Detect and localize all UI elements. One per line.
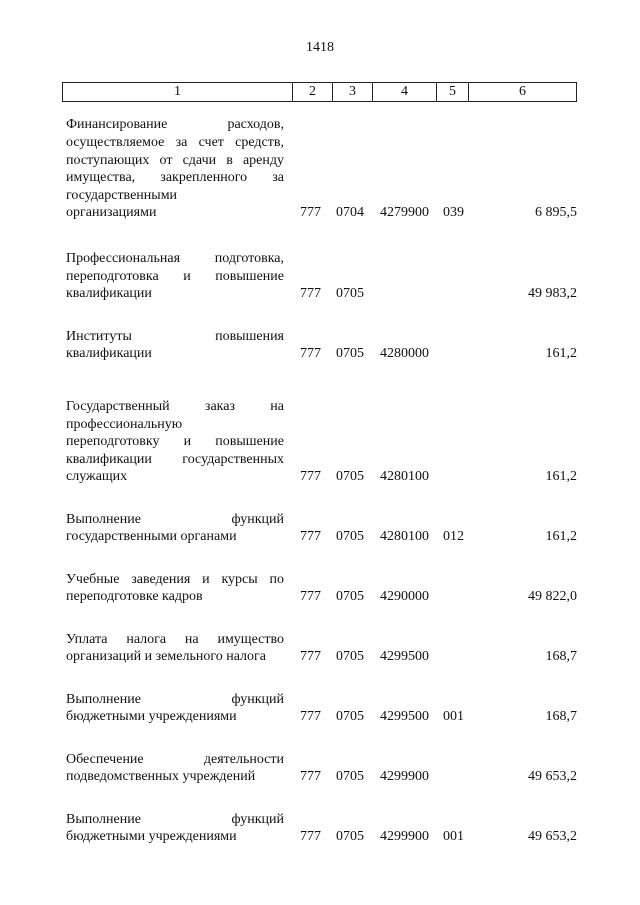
row-name-line: переподготовке кадров bbox=[66, 589, 203, 605]
table-row bbox=[0, 398, 640, 486]
row-name bbox=[66, 250, 284, 303]
row-name-line: Уплата налога на имущество bbox=[66, 631, 284, 647]
row-name-line: бюджетными учреждениями bbox=[66, 709, 237, 725]
row-name bbox=[66, 116, 284, 222]
cell-column-6: 6 895,5 bbox=[535, 205, 577, 221]
row-name-line: бюджетными учреждениями bbox=[66, 829, 237, 845]
row-name-line: имущества, закрепленного за bbox=[66, 170, 284, 186]
cell-column-3: 0705 bbox=[336, 649, 364, 665]
cell-column-6: 161,2 bbox=[545, 529, 577, 545]
row-name-line: квалификации государственных bbox=[66, 451, 284, 467]
column-header-row bbox=[63, 83, 577, 102]
cell-column-4: 4280100 bbox=[380, 469, 429, 485]
cell-column-6: 49 822,0 bbox=[528, 589, 577, 605]
row-name bbox=[66, 631, 284, 666]
cell-column-5: 039 bbox=[443, 205, 464, 221]
row-name-line: организациями bbox=[66, 205, 157, 221]
cell-column-4: 4299900 bbox=[380, 829, 429, 845]
row-name-line: подведомственных учреждений bbox=[66, 769, 256, 785]
row-name bbox=[66, 398, 284, 486]
row-name bbox=[66, 751, 284, 786]
row-name-line: Институты повышения bbox=[66, 328, 284, 344]
row-name-line: Выполнение функций bbox=[66, 811, 284, 827]
cell-column-2: 777 bbox=[300, 205, 321, 221]
row-name-line: государственными bbox=[66, 187, 178, 203]
cell-column-4: 4299900 bbox=[380, 769, 429, 785]
cell-column-2: 777 bbox=[300, 589, 321, 605]
cell-column-2: 777 bbox=[300, 529, 321, 545]
row-name bbox=[66, 691, 284, 726]
table-row bbox=[0, 116, 640, 222]
cell-column-3: 0704 bbox=[336, 205, 364, 221]
cell-column-3: 0705 bbox=[336, 529, 364, 545]
cell-column-4: 4280100 bbox=[380, 529, 429, 545]
cell-column-3: 0705 bbox=[336, 829, 364, 845]
cell-column-2: 777 bbox=[300, 469, 321, 485]
cell-column-6: 49 653,2 bbox=[528, 769, 577, 785]
row-name bbox=[66, 328, 284, 363]
row-name-line: Профессиональная подготовка, bbox=[66, 251, 284, 267]
column-header-1: 1 bbox=[63, 83, 293, 102]
column-header-2: 2 bbox=[293, 83, 333, 102]
row-name-line: квалификации bbox=[66, 346, 152, 362]
column-header-5: 5 bbox=[437, 83, 469, 102]
cell-column-6: 168,7 bbox=[545, 649, 577, 665]
column-header-6: 6 bbox=[469, 83, 577, 102]
column-header-3: 3 bbox=[333, 83, 373, 102]
row-name-line: Выполнение функций bbox=[66, 691, 284, 707]
row-name-line: государственными органами bbox=[66, 529, 237, 545]
table-row bbox=[0, 631, 640, 666]
row-name-line: Обеспечение деятельности bbox=[66, 751, 284, 767]
table-row bbox=[0, 250, 640, 303]
cell-column-6: 49 983,2 bbox=[528, 286, 577, 302]
row-name-line: служащих bbox=[66, 469, 128, 485]
cell-column-5: 001 bbox=[443, 709, 464, 725]
table-row bbox=[0, 571, 640, 606]
cell-column-2: 777 bbox=[300, 286, 321, 302]
cell-column-3: 0705 bbox=[336, 589, 364, 605]
cell-column-2: 777 bbox=[300, 709, 321, 725]
cell-column-4: 4299500 bbox=[380, 709, 429, 725]
row-name-line: квалификации bbox=[66, 286, 152, 302]
row-name-line: Государственный заказ на bbox=[66, 399, 284, 414]
cell-column-3: 0705 bbox=[336, 709, 364, 725]
table-row bbox=[0, 811, 640, 846]
cell-column-2: 777 bbox=[300, 829, 321, 845]
cell-column-5: 001 bbox=[443, 829, 464, 845]
row-name-line: поступающих от сдачи в аренду bbox=[66, 152, 284, 168]
table-row bbox=[0, 511, 640, 546]
cell-column-3: 0705 bbox=[336, 286, 364, 302]
cell-column-2: 777 bbox=[300, 769, 321, 785]
cell-column-3: 0705 bbox=[336, 346, 364, 362]
row-name-line: переподготовку и повышение bbox=[66, 434, 284, 450]
cell-column-6: 161,2 bbox=[545, 469, 577, 485]
row-name-line: осуществляемое за счет средств, bbox=[66, 134, 284, 150]
cell-column-2: 777 bbox=[300, 346, 321, 362]
column-header-table bbox=[62, 82, 577, 102]
row-name-line: Выполнение функций bbox=[66, 511, 284, 527]
cell-column-6: 49 653,2 bbox=[528, 829, 577, 845]
cell-column-4: 4280000 bbox=[380, 346, 429, 362]
cell-column-6: 161,2 bbox=[545, 346, 577, 362]
row-name-line: профессиональную bbox=[66, 416, 183, 432]
cell-column-3: 0705 bbox=[336, 769, 364, 785]
row-name-line: организаций и земельного налога bbox=[66, 649, 266, 665]
row-name bbox=[66, 571, 284, 606]
cell-column-4: 4290000 bbox=[380, 589, 429, 605]
row-name-line: Финансирование расходов, bbox=[66, 117, 284, 133]
table-row bbox=[0, 328, 640, 363]
cell-column-3: 0705 bbox=[336, 469, 364, 485]
row-name bbox=[66, 811, 284, 846]
table-row bbox=[0, 751, 640, 786]
cell-column-2: 777 bbox=[300, 649, 321, 665]
page-number: 1418 bbox=[306, 40, 334, 55]
cell-column-4: 4299500 bbox=[380, 649, 429, 665]
column-header-4: 4 bbox=[373, 83, 437, 102]
row-name-line: переподготовка и повышение bbox=[66, 268, 284, 284]
cell-column-6: 168,7 bbox=[545, 709, 577, 725]
row-name-line: Учебные заведения и курсы по bbox=[66, 571, 284, 587]
row-name bbox=[66, 511, 284, 546]
cell-column-5: 012 bbox=[443, 529, 464, 545]
cell-column-4: 4279900 bbox=[380, 205, 429, 221]
table-row bbox=[0, 691, 640, 726]
